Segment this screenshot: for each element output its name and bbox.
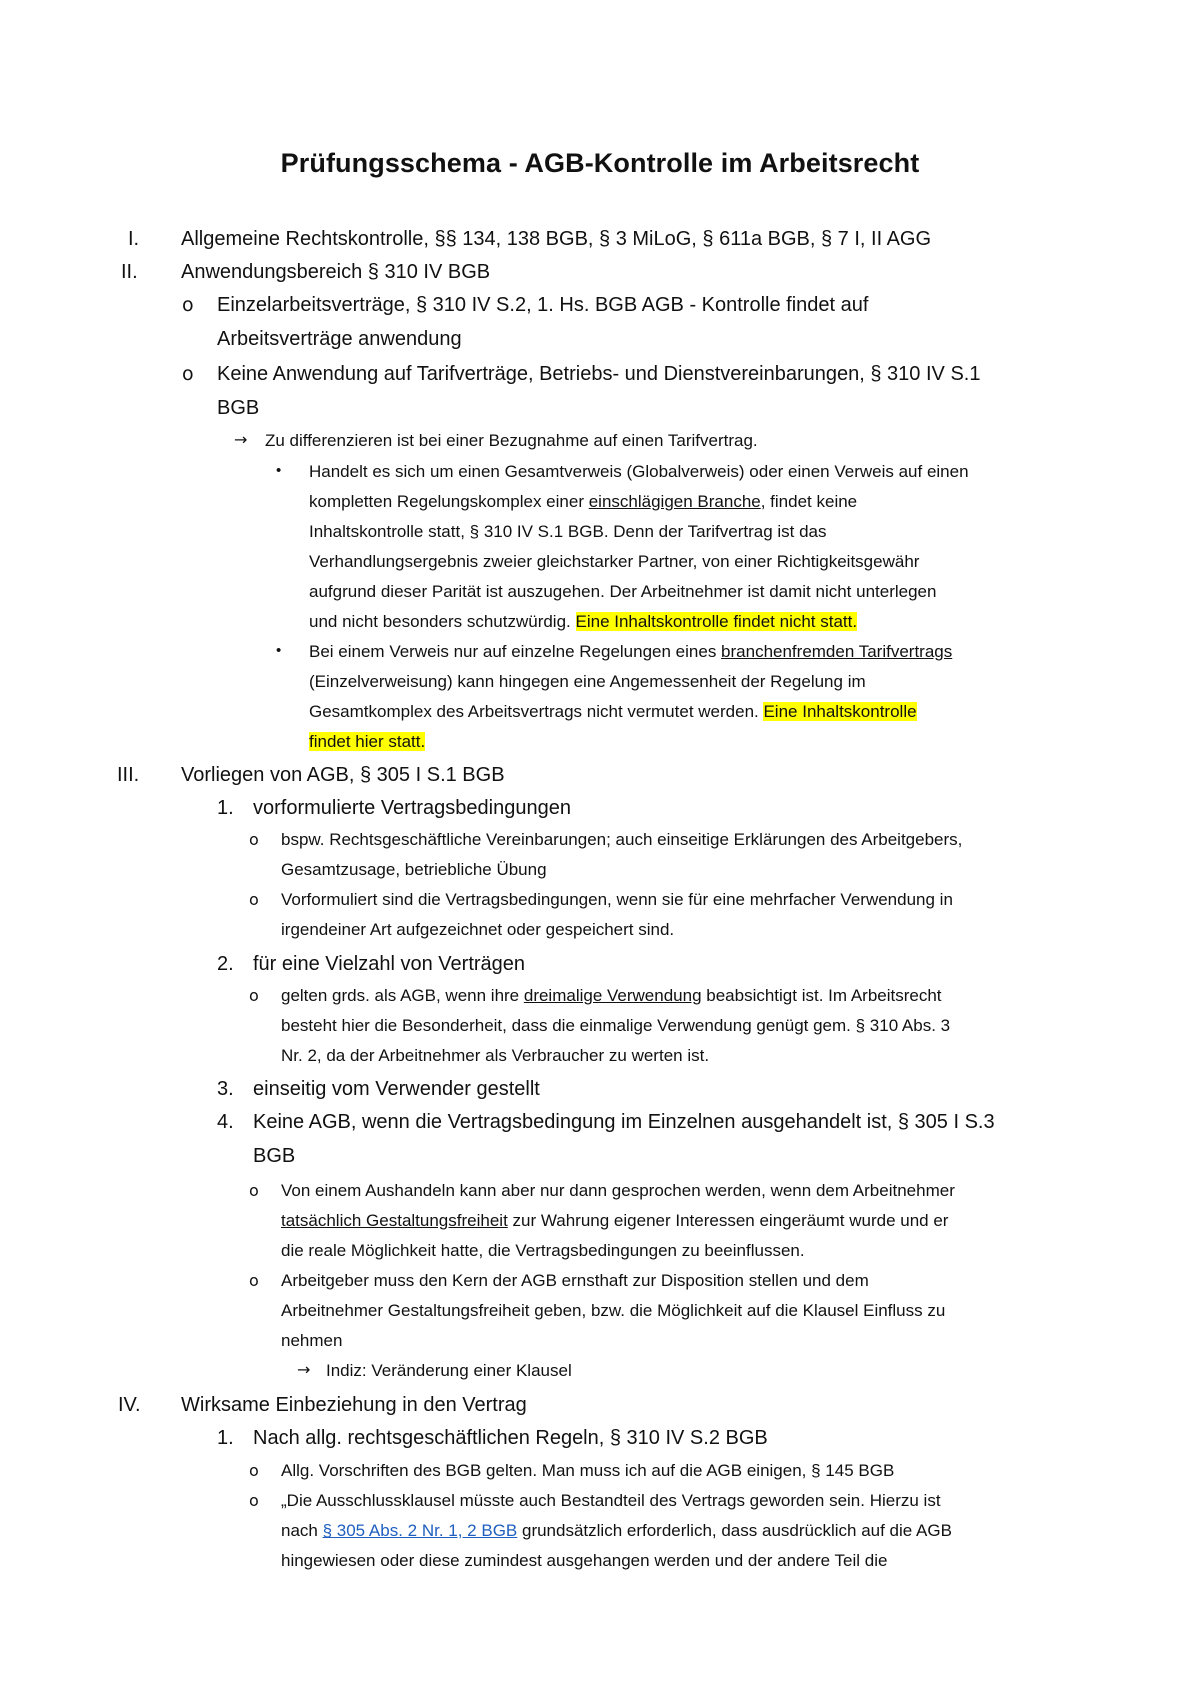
circle-bullet-icon: o bbox=[182, 294, 194, 316]
arrow-note: Zu differenzieren ist bei einer Bezugnahme auf einen Tarifvertrag. bbox=[265, 431, 758, 450]
page-title: Prüfungsschema - AGB-Kontrolle im Arbeitsrecht bbox=[280, 148, 920, 178]
item-4a-line3: die reale Möglichkeit hatte, die Vertragsbedingungen zu beeinflussen. bbox=[281, 1241, 805, 1260]
circle-bullet-icon: o bbox=[249, 1271, 259, 1290]
paragraph-2-line1: Bei einem Verweis nur auf einzelne Regelungen eines branchenfremden Tarifvertrags bbox=[309, 642, 953, 661]
section-iii-heading: Vorliegen von AGB, § 305 I S.1 BGB bbox=[181, 764, 505, 786]
underlined-term: branchenfremden Tarifvertrags bbox=[721, 642, 953, 661]
paragraph-1-line3: Inhaltskontrolle statt, § 310 IV S.1 BGB. Denn der Tarifvertrag ist das bbox=[309, 522, 827, 541]
paragraph-2-line3: Gesamtkomplex des Arbeitsvertrags nicht vermutet werden. Eine Inhaltskontrolle bbox=[309, 702, 917, 721]
section-iii-item-4-line2: BGB bbox=[253, 1145, 296, 1167]
item-1a-line1: bspw. Rechtsgeschäftliche Vereinbarungen; auch einseitige Erklärungen des Arbeitgebers, bbox=[281, 830, 963, 849]
circle-bullet-icon: o bbox=[249, 1181, 259, 1200]
statute-link[interactable]: § 305 Abs. 2 Nr. 1, 2 BGB bbox=[322, 1521, 518, 1540]
section-iii-item-4-line1: Keine AGB, wenn die Vertragsbedingung im Einzelnen ausgehandelt ist, § 305 I S.3 bbox=[253, 1111, 995, 1133]
section-iii-item-1: vorformulierte Vertragsbedingungen bbox=[253, 797, 571, 819]
roman-numeral-i: I. bbox=[128, 228, 140, 250]
paragraph-2-line4 bbox=[309, 732, 425, 752]
section-iv-heading: Wirksame Einbeziehung in den Vertrag bbox=[181, 1394, 527, 1416]
paragraph-1-line5: aufgrund dieser Parität ist auszugehen. Der Arbeitnehmer ist damit nicht unterlegen bbox=[309, 582, 937, 601]
highlighted-conclusion: Eine Inhaltskontrolle findet nicht statt. bbox=[575, 612, 858, 631]
item-2a-line3: Nr. 2, da der Arbeitnehmer als Verbraucher zu werten ist. bbox=[281, 1046, 710, 1065]
number-marker: 3. bbox=[217, 1078, 234, 1100]
arrow-icon: → bbox=[297, 1360, 311, 1379]
number-marker: 4. bbox=[217, 1111, 234, 1133]
highlighted-conclusion: Eine Inhaltskontrolle bbox=[763, 702, 917, 721]
paragraph-1-line2: kompletten Regelungskomplex einer einschlägigen Branche, findet keine bbox=[309, 492, 858, 511]
section-iv-item-b-line3: hingewiesen oder diese zumindest ausgehangen werden und der andere Teil die bbox=[281, 1551, 888, 1570]
bullet-icon: • bbox=[276, 462, 282, 479]
section-iv-item-b-line1: „Die Ausschlussklausel müsste auch Bestandteil des Vertrags geworden sein. Hierzu ist bbox=[281, 1491, 941, 1510]
arrow-icon: → bbox=[234, 430, 248, 449]
item-2a-line1: gelten grds. als AGB, wenn ihre dreimalige Verwendung beabsichtigt ist. Im Arbeitsrecht bbox=[281, 986, 942, 1005]
section-ii-item-a-line1: Einzelarbeitsverträge, § 310 IV S.2, 1. Hs. BGB AGB - Kontrolle findet auf bbox=[217, 294, 869, 316]
item-4b-arrow-note: Indiz: Veränderung einer Klausel bbox=[326, 1361, 572, 1380]
roman-numeral-ii: II. bbox=[121, 261, 138, 283]
section-i-text: Allgemeine Rechtskontrolle, §§ 134, 138 BGB, § 3 MiLoG, § 611a BGB, § 7 I, II AGG bbox=[181, 228, 932, 250]
section-iii-item-3: einseitig vom Verwender gestellt bbox=[253, 1078, 540, 1100]
paragraph-1-line1: Handelt es sich um einen Gesamtverweis (Globalverweis) oder einen Verweis auf einen bbox=[309, 462, 969, 481]
item-1b-line2: irgendeiner Art aufgezeichnet oder gespeichert sind. bbox=[281, 920, 675, 939]
highlighted-conclusion: findet hier statt. bbox=[309, 732, 426, 751]
paragraph-1-line6: und nicht besonders schutzwürdig. Eine Inhaltskontrolle findet nicht statt. bbox=[309, 612, 858, 631]
roman-numeral-iv: IV. bbox=[118, 1394, 141, 1416]
section-ii-item-b-line2: BGB bbox=[217, 397, 260, 419]
section-ii-heading: Anwendungsbereich § 310 IV BGB bbox=[181, 261, 491, 283]
circle-bullet-icon: o bbox=[249, 1491, 259, 1510]
item-1b-line1: Vorformuliert sind die Vertragsbedingungen, wenn sie für eine mehrfacher Verwendung in bbox=[281, 890, 953, 909]
section-iii-item-2: für eine Vielzahl von Verträgen bbox=[253, 953, 526, 975]
number-marker: 1. bbox=[217, 797, 234, 819]
item-4b-line2: Arbeitnehmer Gestaltungsfreiheit geben, bzw. die Möglichkeit auf die Klausel Einfluss zu bbox=[281, 1301, 946, 1320]
roman-numeral-iii: III. bbox=[117, 764, 140, 786]
paragraph-1-line4: Verhandlungsergebnis zweier gleichstarker Partner, von einer Richtigkeitsgewähr bbox=[309, 552, 920, 571]
underlined-term: tatsächlich Gestaltungsfreiheit bbox=[281, 1211, 508, 1230]
number-marker: 2. bbox=[217, 953, 234, 975]
number-marker: 1. bbox=[217, 1427, 234, 1449]
section-iv-item-a: Allg. Vorschriften des BGB gelten. Man muss ich auf die AGB einigen, § 145 BGB bbox=[281, 1461, 895, 1480]
section-ii-item-b-line1: Keine Anwendung auf Tarifverträge, Betriebs- und Dienstvereinbarungen, § 310 IV S.1 bbox=[217, 363, 981, 385]
item-4b-line1: Arbeitgeber muss den Kern der AGB ernsthaft zur Disposition stellen und dem bbox=[281, 1271, 869, 1290]
underlined-term: einschlägigen Branche bbox=[588, 492, 761, 511]
circle-bullet-icon: o bbox=[249, 830, 259, 849]
section-ii-item-a-line2: Arbeitsverträge anwendung bbox=[217, 328, 462, 350]
item-1a-line2: Gesamtzusage, betriebliche Übung bbox=[281, 860, 547, 879]
item-4b-line3: nehmen bbox=[281, 1331, 343, 1350]
section-iv-item-1: Nach allg. rechtsgeschäftlichen Regeln, § 310 IV S.2 BGB bbox=[253, 1427, 768, 1449]
circle-bullet-icon: o bbox=[249, 1461, 259, 1480]
item-2a-line2: besteht hier die Besonderheit, dass die einmalige Verwendung genügt gem. § 310 Abs. 3 bbox=[281, 1016, 951, 1035]
paragraph-2-line2: (Einzelverweisung) kann hingegen eine Angemessenheit der Regelung im bbox=[309, 672, 866, 691]
circle-bullet-icon: o bbox=[182, 363, 194, 385]
bullet-icon: • bbox=[276, 642, 282, 659]
underlined-term: dreimalige Verwendung bbox=[523, 986, 702, 1005]
item-4a-line2: tatsächlich Gestaltungsfreiheit zur Wahrung eigener Interessen eingeräumt wurde und er bbox=[281, 1211, 949, 1230]
section-iv-item-b-line2: nach § 305 Abs. 2 Nr. 1, 2 BGB grundsätzlich erforderlich, dass ausdrücklich auf die AGB bbox=[281, 1521, 952, 1540]
circle-bullet-icon: o bbox=[249, 890, 259, 909]
item-4a-line1: Von einem Aushandeln kann aber nur dann gesprochen werden, wenn dem Arbeitnehmer bbox=[281, 1181, 955, 1200]
circle-bullet-icon: o bbox=[249, 986, 259, 1005]
